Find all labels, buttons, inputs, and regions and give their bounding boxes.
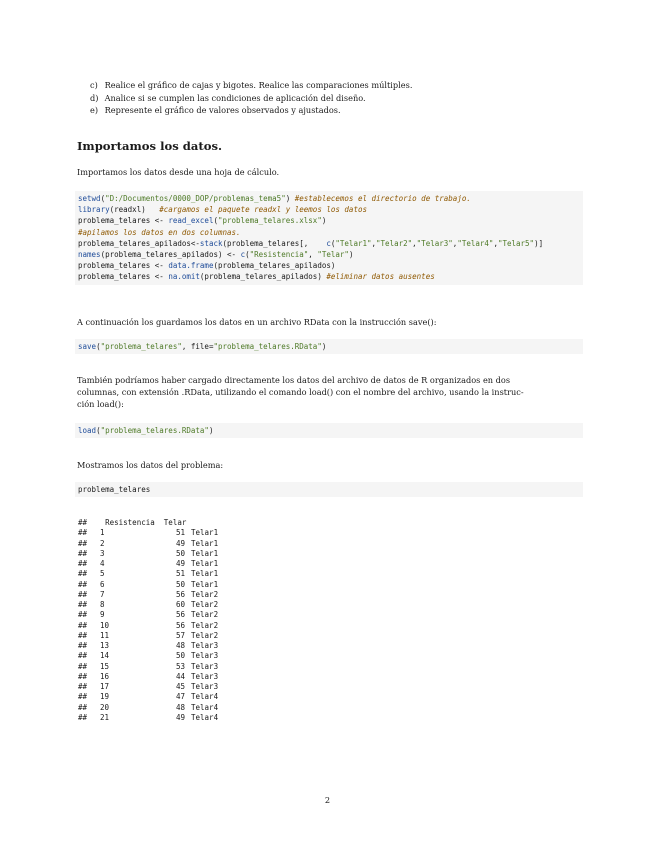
output-row <box>78 692 218 702</box>
code-token: "Telar5" <box>497 238 535 248</box>
output-prefix: ## <box>78 589 88 599</box>
page-number: 2 <box>324 795 331 805</box>
output-prefix: ## <box>78 671 88 681</box>
code-token: , <box>452 238 458 248</box>
output-row <box>78 610 218 620</box>
code-token: setwd <box>78 194 101 203</box>
output-prefix: ## <box>78 600 88 609</box>
output-resistencia: 56 <box>175 589 185 599</box>
output-index: 19 <box>100 692 110 702</box>
output-telar: Telar3 <box>191 651 219 661</box>
code-token: problema_telares <box>78 485 151 494</box>
output-index: 3 <box>100 548 105 558</box>
output-telar: Telar2 <box>191 589 219 599</box>
code-token: (readxl) <box>109 205 160 215</box>
output-resistencia: 49 <box>175 559 185 568</box>
code-token: "Telar2" <box>376 238 413 248</box>
code-token: ( <box>100 194 106 203</box>
code-token: , <box>371 238 377 248</box>
code-token: problema_telares <- <box>78 272 169 282</box>
output-prefix: ## <box>78 620 88 630</box>
output-telar: Telar3 <box>191 671 219 681</box>
code-token: (problema_telares_apilados) <box>213 261 336 271</box>
output-prefix: ## <box>78 661 88 671</box>
output-index: 13 <box>100 641 110 650</box>
output-index: 17 <box>100 682 110 691</box>
code-token: #establecemos el directorio de trabajo. <box>294 194 471 203</box>
code-token: save <box>78 342 97 351</box>
output-index: 5 <box>100 569 105 579</box>
code-line <box>78 271 583 282</box>
output-row <box>78 713 218 723</box>
output-row <box>78 590 218 600</box>
code-token: ) <box>348 250 354 260</box>
code-token: c <box>326 238 331 248</box>
output-index: 4 <box>100 559 105 568</box>
code-token: , <box>308 250 318 260</box>
output-index: 21 <box>100 712 110 722</box>
output-row <box>78 621 218 631</box>
output-row <box>78 682 218 692</box>
output-index: 20 <box>100 702 110 712</box>
output-telar: Telar2 <box>191 630 219 640</box>
output-telar: Telar1 <box>191 579 219 589</box>
output-prefix: ## <box>78 682 88 691</box>
list-item: e) Represente el gráfico de valores observados y ajustados. <box>90 105 341 116</box>
output-resistencia: 48 <box>175 702 185 712</box>
output-row <box>78 539 218 549</box>
output-telar: Telar1 <box>191 559 219 568</box>
output-prefix: ## <box>78 630 88 640</box>
code-token: #apilamos los datos en dos columnas. <box>78 227 241 237</box>
console-output <box>78 518 218 723</box>
output-row <box>78 651 218 661</box>
paragraph-line: ción load(): <box>77 399 124 409</box>
code-token: (problema_telares[, <box>222 238 327 248</box>
output-resistencia: 50 <box>175 548 185 558</box>
code-token: ( <box>96 342 101 351</box>
code-line <box>78 204 583 215</box>
code-token: ( <box>330 238 336 248</box>
output-prefix: ## <box>78 610 88 620</box>
output-telar: Telar2 <box>191 610 219 620</box>
code-token: , file= <box>181 342 214 351</box>
code-line <box>78 227 583 238</box>
output-resistencia: 51 <box>175 569 185 579</box>
code-token: library <box>78 205 110 215</box>
code-line <box>78 341 583 352</box>
code-token: )] <box>534 238 544 248</box>
output-telar: Telar3 <box>191 661 219 671</box>
output-resistencia: 57 <box>175 630 185 640</box>
code-line <box>78 193 583 204</box>
code-token: na.omit <box>168 272 200 282</box>
code-token: #cargamos el paquete readxl y leemos los datos <box>159 205 367 215</box>
output-telar: Telar2 <box>191 620 219 630</box>
output-prefix: ## <box>78 692 88 702</box>
code-token: ) <box>285 194 295 203</box>
code-token: problema_telares <- <box>78 216 169 226</box>
output-index: 7 <box>100 589 105 599</box>
code-token: read_excel <box>168 216 214 226</box>
output-telar: Telar2 <box>191 600 219 609</box>
output-row <box>78 559 218 569</box>
code-token: "problema_telares.RData" <box>100 426 209 435</box>
code-token: ) <box>321 216 327 226</box>
output-prefix: ## <box>78 528 88 538</box>
output-resistencia: 49 <box>175 712 185 722</box>
output-resistencia: 44 <box>175 671 185 681</box>
code-token: "problema_telares" <box>100 342 182 351</box>
output-row <box>78 569 218 579</box>
output-resistencia: 60 <box>175 600 185 609</box>
code-token: load <box>78 426 97 435</box>
code-block-save <box>75 339 583 354</box>
output-index: 6 <box>100 579 105 589</box>
paragraph-line: También podríamos haber cargado directamente los datos del archivo de datos de R organizados en dos <box>77 375 511 385</box>
output-index: 14 <box>100 651 110 661</box>
code-token: problema_telares <- <box>78 261 169 271</box>
output-telar: Telar4 <box>191 692 219 702</box>
code-token: c <box>240 250 246 260</box>
code-line <box>78 238 583 249</box>
output-resistencia: 48 <box>175 641 185 650</box>
output-resistencia: 49 <box>175 538 185 548</box>
section-title: Importamos los datos. <box>77 139 223 153</box>
intro-paragraph: Importamos los datos desde una hoja de cálculo. <box>77 167 280 177</box>
code-line <box>78 249 583 260</box>
code-token: stack <box>199 238 223 248</box>
output-index: 10 <box>100 620 110 630</box>
output-telar: Telar1 <box>191 548 219 558</box>
output-prefix: ## <box>78 712 88 722</box>
code-token: "Telar1" <box>335 238 372 248</box>
code-token: #eliminar datos ausentes <box>326 272 435 282</box>
code-token: (problema_telares_apilados) <box>199 272 327 282</box>
output-telar: Telar1 <box>191 528 219 538</box>
code-token: , <box>493 238 498 248</box>
output-index: 11 <box>100 630 110 640</box>
code-token: "Telar3" <box>416 238 453 248</box>
code-line <box>78 215 583 226</box>
output-telar: Telar1 <box>191 569 219 579</box>
output-resistencia: 53 <box>175 661 185 671</box>
output-prefix: ## <box>78 702 88 712</box>
output-prefix: ## <box>78 651 88 661</box>
output-telar: Telar1 <box>191 538 219 548</box>
code-line <box>78 260 583 271</box>
output-row <box>78 672 218 682</box>
exercise-list <box>90 79 412 117</box>
code-token: "problema_telares.xlsx" <box>217 216 322 226</box>
code-token: "problema_telares.RData" <box>213 342 322 351</box>
output-resistencia: 45 <box>175 682 185 691</box>
output-body <box>78 528 218 723</box>
output-row <box>78 662 218 672</box>
code-token: "D:/Documentos/0000_DOP/problemas_tema5" <box>105 194 286 203</box>
code-token: names <box>78 250 101 260</box>
code-token: ) <box>321 342 327 351</box>
paragraph-save: A continuación los guardamos los datos en un archivo RData con la instrucción save(): <box>77 317 437 327</box>
code-line <box>78 425 583 436</box>
code-token: "Resistencia" <box>249 250 309 260</box>
output-row <box>78 631 218 641</box>
output-index: 15 <box>100 661 110 671</box>
output-telar: Telar4 <box>191 712 219 722</box>
code-token: data.frame <box>168 261 214 271</box>
code-block-load <box>75 423 583 438</box>
output-telar: Telar3 <box>191 641 219 650</box>
output-resistencia: 47 <box>175 692 185 702</box>
output-resistencia: 56 <box>175 620 185 630</box>
code-token: ( <box>213 216 218 226</box>
output-resistencia: 56 <box>175 610 185 620</box>
paragraph-load <box>77 374 585 410</box>
output-index: 16 <box>100 671 110 681</box>
output-prefix: ## <box>78 559 88 568</box>
output-resistencia: 50 <box>175 651 185 661</box>
code-token: ( <box>96 426 101 435</box>
code-token: (problema_telares_apilados) <- <box>100 250 241 260</box>
paragraph-line: columnas, con extensión .RData, utilizando el comando load() con el nombre del archivo, usando la instruc- <box>77 387 524 397</box>
code-token: ( <box>245 250 250 260</box>
output-prefix: ## <box>78 538 88 548</box>
output-row <box>78 641 218 651</box>
output-resistencia: 51 <box>175 528 185 538</box>
output-header: ## Resistencia Telar <box>78 518 187 527</box>
output-index: 1 <box>100 528 105 538</box>
output-telar: Telar4 <box>191 702 219 712</box>
output-resistencia: 50 <box>175 579 185 589</box>
list-item: c) Realice el gráfico de cajas y bigotes. Realice las comparaciones múltiples. <box>90 80 413 90</box>
paragraph-show: Mostramos los datos del problema: <box>77 460 224 470</box>
code-token: , <box>412 238 417 248</box>
output-row <box>78 528 218 538</box>
output-row <box>78 549 218 559</box>
code-block-import <box>75 191 583 285</box>
code-token: "Telar" <box>317 250 349 260</box>
output-row <box>78 580 218 590</box>
code-block-print <box>75 482 583 497</box>
output-prefix: ## <box>78 548 88 558</box>
output-index: 8 <box>100 600 105 609</box>
output-row <box>78 703 218 713</box>
output-prefix: ## <box>78 579 88 589</box>
output-index: 2 <box>100 538 105 548</box>
output-prefix: ## <box>78 641 88 650</box>
output-index: 9 <box>100 610 105 620</box>
code-token: "Telar4" <box>457 238 494 248</box>
list-item: d) Analice si se cumplen las condiciones de aplicación del diseño. <box>90 92 366 103</box>
code-line <box>78 484 583 495</box>
output-telar: Telar3 <box>191 682 219 691</box>
output-row <box>78 600 218 610</box>
code-token: ) <box>208 426 214 435</box>
code-token: problema_telares_apilados<- <box>78 238 200 248</box>
output-prefix: ## <box>78 569 88 579</box>
